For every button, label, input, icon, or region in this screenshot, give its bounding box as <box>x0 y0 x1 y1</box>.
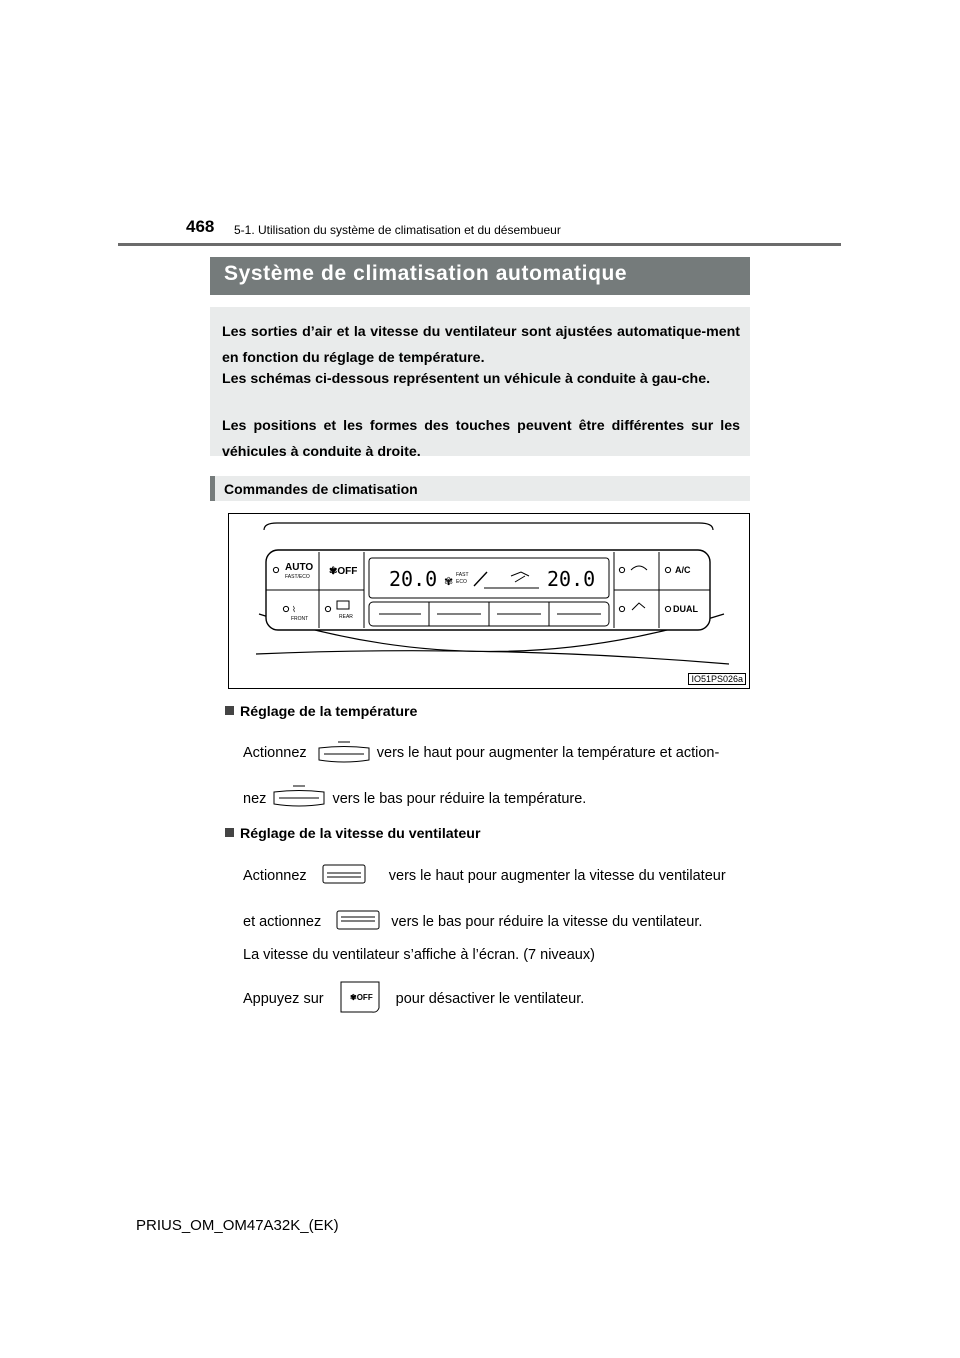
display-fast: FAST <box>456 572 469 578</box>
fan-line-1: Actionnez vers le haut pour augmenter la vitesse du ventilateur <box>243 868 726 884</box>
document-footer: PRIUS_OM_OM47A32K_(EK) <box>136 1217 339 1234</box>
temp-heading: Réglage de la température <box>225 704 417 720</box>
climate-panel-figure <box>228 513 750 689</box>
display-fan-icon: ✾ <box>444 576 454 588</box>
fan-off-icon <box>339 980 381 1014</box>
fan-switch-icon-2 <box>335 908 381 934</box>
front-defrost-icon: ⌇ <box>292 605 296 614</box>
temp-switch-icon-2 <box>271 784 327 810</box>
bullet-square-icon <box>225 828 234 837</box>
dual-button[interactable]: DUAL <box>673 604 698 614</box>
fan-off-button[interactable]: ✾OFF <box>329 566 358 577</box>
section-breadcrumb: 5-1. Utilisation du système de climatisation et du désembueur <box>234 223 561 237</box>
intro-box <box>210 307 750 460</box>
temp-line-1: Actionnez vers le haut pour augmenter la température et action- <box>243 745 720 761</box>
page-title-bar <box>210 257 750 295</box>
climate-panel-illustration <box>229 514 749 688</box>
temp-line-2: nez vers le bas pour réduire la température. <box>243 791 587 807</box>
display-eco: ECO <box>456 579 467 585</box>
svg-text:✾OFF: ✾OFF <box>350 993 373 1002</box>
fan-line-2: et actionnez vers le bas pour réduire la vitesse du ventilateur. <box>243 914 703 930</box>
auto-button[interactable]: AUTO <box>285 562 314 573</box>
temp-switch-icon <box>316 740 372 766</box>
page-title: Système de climatisation automatique <box>224 262 628 285</box>
fast-eco-label: FAST/ECO <box>285 574 310 580</box>
intro-paragraph-2: Les schémas ci-dessous représentent un véhicule à conduite à gau-che. <box>222 371 711 387</box>
subheading-accent <box>210 476 215 501</box>
fan-heading: Réglage de la vitesse du ventilateur <box>225 826 481 842</box>
display-temp-left: 20.0 <box>389 567 438 591</box>
subheading: Commandes de climatisation <box>224 481 418 497</box>
page-number: 468 <box>186 217 215 236</box>
display-temp-right: 20.0 <box>547 567 596 591</box>
intro-paragraph-3: Les positions et les formes des touches peuvent être différentes sur les véhicules à conduite à droite. <box>222 418 740 460</box>
fan-switch-icon <box>321 862 367 888</box>
front-defrost-button[interactable]: FRONT <box>291 616 309 622</box>
fan-line-3: La vitesse du ventilateur s’affiche à l’écran. (7 niveaux) <box>243 947 595 963</box>
subheading-bar <box>210 476 750 501</box>
fan-line-4: Appuyez sur pour désactiver le ventilateur. <box>243 991 585 1007</box>
intro-paragraph-1: Les sorties d’air et la vitesse du ventilateur sont ajustées automatique-ment en fonction du réglage de température. <box>222 324 740 366</box>
header-divider <box>118 243 841 246</box>
rear-defrost-button[interactable]: REAR <box>339 614 353 620</box>
bullet-square-icon <box>225 706 234 715</box>
figure-code: IO51PS026a <box>688 673 746 685</box>
ac-button[interactable]: A/C <box>675 565 691 575</box>
